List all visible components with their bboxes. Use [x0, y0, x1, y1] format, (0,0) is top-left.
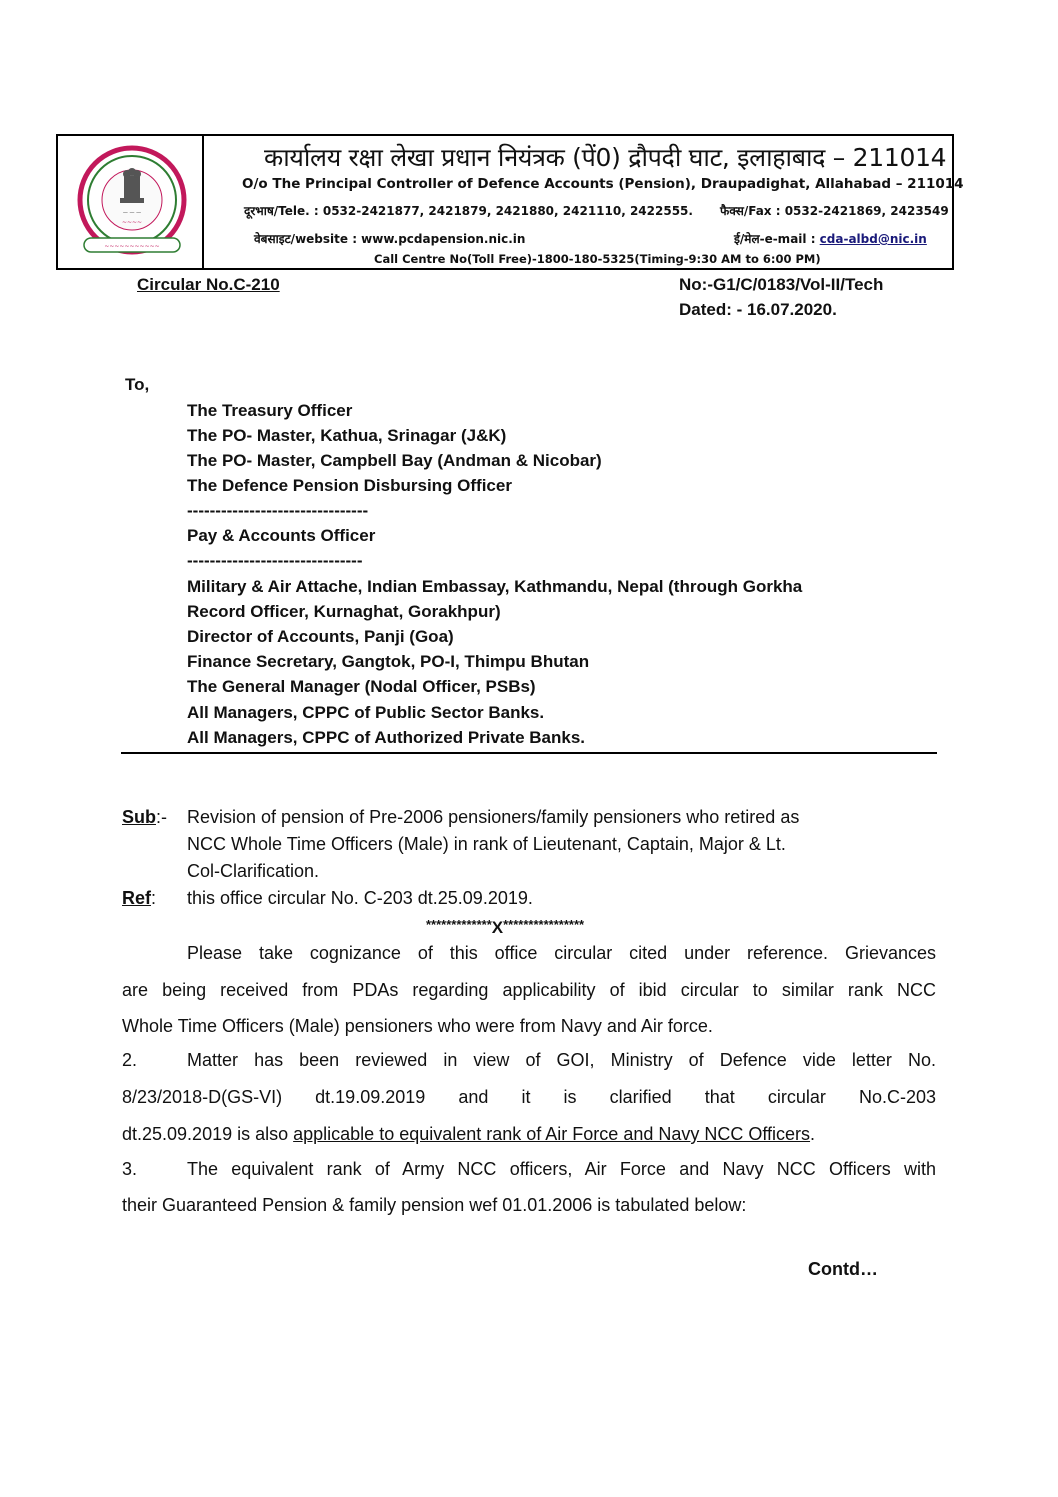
divider-stars-right: **************** — [503, 917, 585, 932]
circular-number: Circular No.C-210 — [137, 275, 280, 294]
subject-line: NCC Whole Time Officers (Male) in rank of Lieutenant, Captain, Major & Lt. — [187, 834, 786, 854]
paragraph-3-number: 3. — [122, 1159, 138, 1179]
addressee-line: Pay & Accounts Officer — [187, 526, 376, 545]
addressee-separator: ------------------------------- — [187, 551, 363, 570]
subject-label: Sub — [122, 807, 156, 827]
paragraph-2-line: 8/23/2018-D(GS-VI) dt.19.09.2019 and it is clarified that circular No.C-203 — [122, 1087, 936, 1107]
letterhead-telephone: दूरभाष/Tele. : 0532-2421877, 2421879, 2421880, 2421110, 2422555. — [244, 204, 693, 218]
addressee-line: Director of Accounts, Panji (Goa) — [187, 627, 454, 646]
stars-divider — [426, 914, 585, 937]
letterhead-english-title: O/o The Principal Controller of Defence Accounts (Pension), Draupadighat, Allahabad – 211014 — [242, 176, 964, 192]
paragraph-3-line: The equivalent rank of Army NCC officers, Air Force and Navy NCC Officers with — [187, 1159, 936, 1179]
letterhead-call-centre: Call Centre No(Toll Free)-1800-180-5325(Timing-9:30 AM to 6:00 PM) — [374, 252, 821, 266]
subject-line: Col-Clarification. — [187, 861, 320, 881]
logo-box — [58, 136, 204, 268]
circular-date: Dated: - 16.07.2020. — [679, 300, 837, 319]
subject-separator: :- — [156, 807, 167, 827]
letterhead-email — [734, 230, 927, 247]
paragraph-1-line: Please take cognizance of this office circular cited under reference. Grievances — [187, 943, 936, 963]
reference-text: this office circular No. C-203 dt.25.09.2019. — [187, 888, 533, 908]
paragraph-2-line-last — [122, 1124, 815, 1145]
divider-x: X — [491, 918, 504, 937]
divider-stars-left: ************* — [426, 917, 492, 932]
letterhead — [56, 134, 964, 270]
email-link[interactable]: cda-albd@nic.in — [819, 232, 927, 246]
paragraph-2-line: Matter has been reviewed in view of GOI, Ministry of Defence vide letter No. — [187, 1050, 936, 1070]
subject-heading — [122, 807, 167, 828]
svg-text:~~~~~~~~~~~: ~~~~~~~~~~~ — [104, 243, 160, 250]
addressee-line: Finance Secretary, Gangtok, PO-I, Thimpu Bhutan — [187, 652, 590, 671]
reference-separator: : — [151, 888, 157, 908]
letterhead-website: वेबसाइट/website : www.pcdapension.nic.in — [254, 232, 526, 246]
letterhead-fax: फैक्स/Fax : 0532-2421869, 2423549 — [720, 204, 949, 218]
paragraph-3-line: their Guaranteed Pension & family pension wef 01.01.2006 is tabulated below: — [122, 1195, 747, 1215]
circular-file-no: No:-G1/C/0183/Vol-II/Tech — [679, 275, 884, 294]
horizontal-rule — [121, 752, 937, 754]
svg-text:~~~~: ~~~~ — [121, 219, 143, 226]
paragraph-1-line: are being received from PDAs regarding applicability of ibid circular to similar rank NCC — [122, 980, 936, 1000]
addressee-line: All Managers, CPPC of Authorized Private Banks. — [187, 728, 586, 747]
svg-text:— — —: — — — — [122, 210, 142, 216]
addressee-line: Military & Air Attache, Indian Embassay, Kathmandu, Nepal (through Gorkha — [187, 577, 803, 596]
addressee-separator: -------------------------------- — [187, 501, 369, 520]
addressee-to: To, — [125, 375, 150, 394]
continued-marker: Contd… — [808, 1259, 878, 1279]
addressee-line: The General Manager (Nodal Officer, PSBs) — [187, 677, 536, 696]
paragraph-2-number: 2. — [122, 1050, 138, 1070]
paragraph-2-text: dt.25.09.2019 is also — [122, 1124, 294, 1144]
paragraph-2-underlined-text: applicable to equivalent rank of Air Force and Navy NCC Officers — [293, 1124, 811, 1144]
email-label: ई/मेल-e-mail : — [734, 232, 820, 246]
emblem-seal-icon — [70, 142, 194, 262]
letterhead-hindi-title: कार्यालय रक्षा लेखा प्रधान नियंत्रक (पें0) द्रौपदी घाट, इलाहाबाद – 211014 — [264, 143, 947, 172]
reference-heading — [122, 888, 156, 909]
addressee-line: The Defence Pension Disbursing Officer — [187, 476, 512, 495]
paragraph-2-period: . — [810, 1124, 816, 1144]
addressee-line: All Managers, CPPC of Public Sector Banks. — [187, 703, 545, 722]
addressee-line: The PO- Master, Kathua, Srinagar (J&K) — [187, 426, 507, 445]
paragraph-1-line: Whole Time Officers (Male) pensioners who were from Navy and Air force. — [122, 1016, 713, 1036]
addressee-line: The PO- Master, Campbell Bay (Andman & Nicobar) — [187, 451, 602, 470]
addressee-line: Record Officer, Kurnaghat, Gorakhpur) — [187, 602, 501, 621]
reference-label: Ref — [122, 888, 152, 908]
subject-line: Revision of pension of Pre-2006 pensioners/family pensioners who retired as — [187, 807, 800, 827]
addressee-line: The Treasury Officer — [187, 401, 353, 420]
